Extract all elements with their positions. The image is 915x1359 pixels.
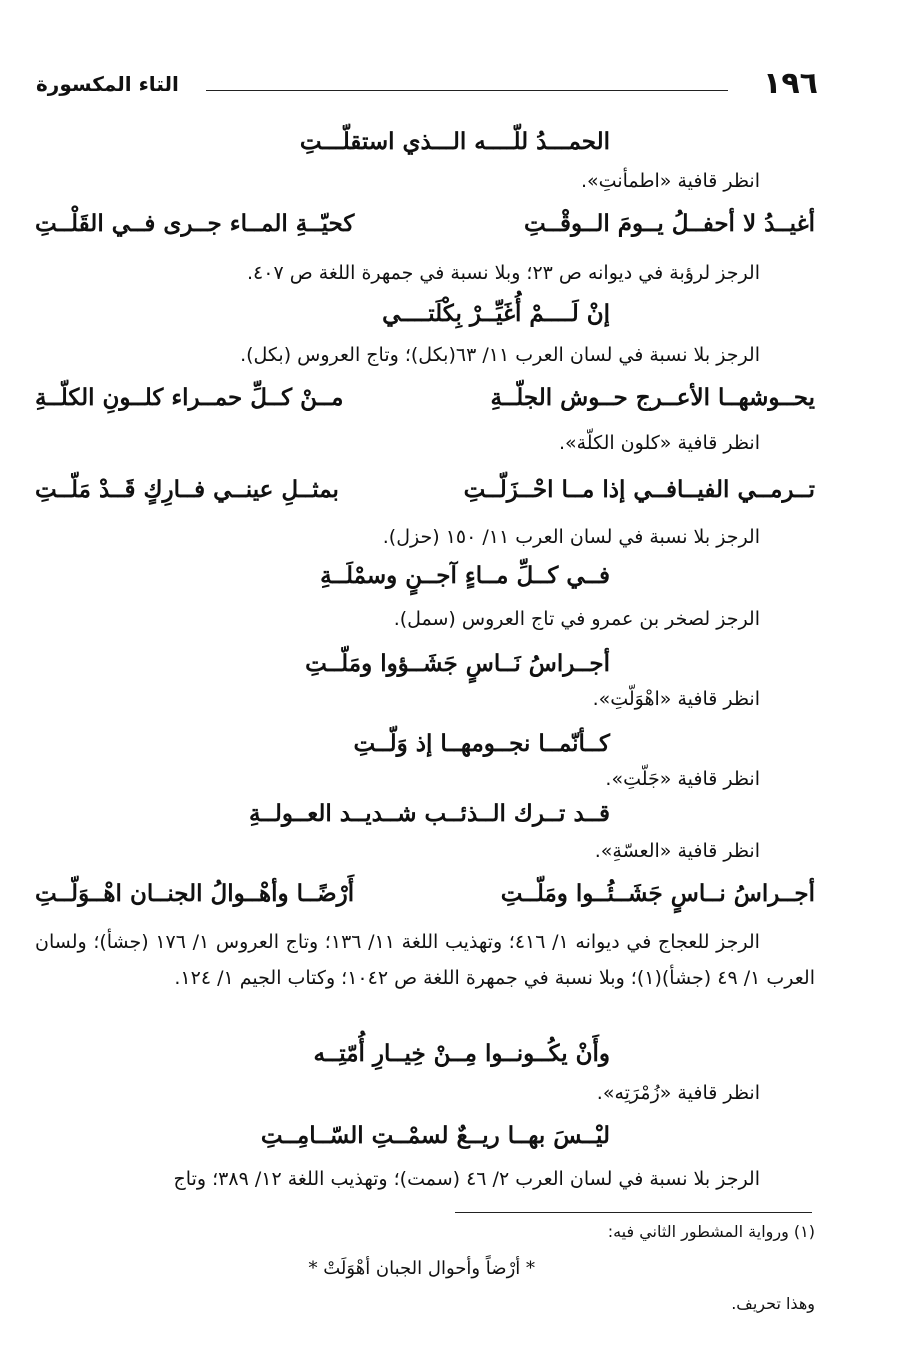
- running-title: التاء المكسورة: [36, 72, 179, 96]
- verse-first-hemistich: أغيــدُ لا أحفــلُ يــومَ الــوقْــتِ: [523, 210, 815, 237]
- verse-first-hemistich: تــرمــي الفيــافــي إذا مــا احْــزَلّــتِ: [463, 476, 815, 503]
- verse-line: إنْ لَــــمْ أُغَيِّــرْ بِكْلَتــــي: [382, 300, 610, 327]
- note-line: الرجز بلا نسبة في لسان العرب ١١/ ١٥٠ (حزل).: [382, 526, 760, 548]
- verse-couplet: [35, 880, 815, 920]
- verse-line: قــد تــرك الــذئــب شــديــد العــولــةِ: [249, 800, 610, 827]
- verse-second-hemistich: بمثــلِ عينــي فــارِكٍ قَــدْ مَلّــتِ: [35, 476, 339, 503]
- note-line: انظر قافية «كلون الكلّة».: [558, 432, 760, 454]
- verse-line: وأَنْ يكُــونــوا مِــنْ خِيــارِ أُمّتِــه: [313, 1040, 610, 1067]
- note-line: انظر قافية «اهْوَلّتِ».: [592, 688, 760, 710]
- verse-line: أجــراسُ نَــاسٍ جَشَــؤوا ومَلّــتِ: [305, 650, 610, 677]
- header-rule: [206, 90, 728, 91]
- note-line: الرجز بلا نسبة في لسان العرب ١١/ ٦٣(بكل)؛ وتاج العروس (بكل).: [240, 344, 760, 366]
- note-line: انظر قافية «جَلّتِ».: [605, 768, 760, 790]
- verse-second-hemistich: كحيّــةِ المــاء جــرى فــي القَلْــتِ: [35, 210, 355, 237]
- verse-second-hemistich: أَرْضًــا وأهْــوالُ الجنــان اهْــوَلّــتِ: [35, 880, 355, 907]
- note-line: الرجز لصخر بن عمرو في تاج العروس (سمل).: [393, 608, 760, 630]
- page-number: ١٩٦: [763, 66, 818, 101]
- note-line: انظر قافية «اطمأنتِ».: [581, 170, 760, 192]
- note-line: الرجز بلا نسبة في لسان العرب ٢/ ٤٦ (سمت)؛ وتهذيب اللغة ١٢/ ٣٨٩؛ وتاج: [173, 1168, 760, 1190]
- footnote-verse: * أرْضاً وأحوال الجبان أهْوَلَتْ *: [308, 1258, 535, 1279]
- footnote-line: وهذا تحريف.: [731, 1294, 815, 1313]
- verse-line: كــأنّمــا نجــومهــا إذ وَلّــتِ: [353, 730, 610, 757]
- note-paragraph: الرجز للعجاج في ديوانه ١/ ٤١٦؛ وتهذيب اللغة ١١/ ١٣٦؛ وتاج العروس ١/ ١٧٦ (جشأ)؛ ولسان العرب ١/ ٤٩ (جشأ)(١)؛ وبلا نسبة في جمهرة اللغة ص ١٠٤٢؛ وكتاب الجيم ١/ ١٢٤.: [35, 931, 815, 989]
- note-line: انظر قافية «زُمْرَتِه».: [596, 1082, 760, 1104]
- verse-couplet: [35, 210, 815, 250]
- verse-first-hemistich: يحــوشهــا الأعــرج حــوش الجلّــةِ: [490, 384, 815, 411]
- page-header: [36, 60, 818, 100]
- verse-couplet: [35, 476, 815, 516]
- verse-second-hemistich: مــنْ كــلِّ حمــراء كلــونِ الكلّــةِ: [35, 384, 344, 411]
- footnote-line: (١) ورواية المشطور الثاني فيه:: [607, 1222, 815, 1241]
- verse-line: فــي كــلِّ مــاءٍ آجــنٍ وسمْلَــةِ: [320, 562, 610, 589]
- verse-line: ليْــسَ بهــا ريــعٌ لسمْــتِ السّــامِــتِ: [260, 1122, 610, 1149]
- note-line: الرجز لرؤبة في ديوانه ص ٢٣؛ وبلا نسبة في جمهرة اللغة ص ٤٠٧.: [246, 262, 760, 284]
- note-line: انظر قافية «العسّةِ».: [594, 840, 760, 862]
- verse-line: الحمـــدُ للّــــه الـــذي استقلّـــتِ: [299, 128, 610, 155]
- verse-first-hemistich: أجــراسُ نــاسٍ جَشَــئُــوا ومَلّــتِ: [500, 880, 815, 907]
- verse-couplet: [35, 384, 815, 424]
- footnote-rule: [455, 1212, 812, 1213]
